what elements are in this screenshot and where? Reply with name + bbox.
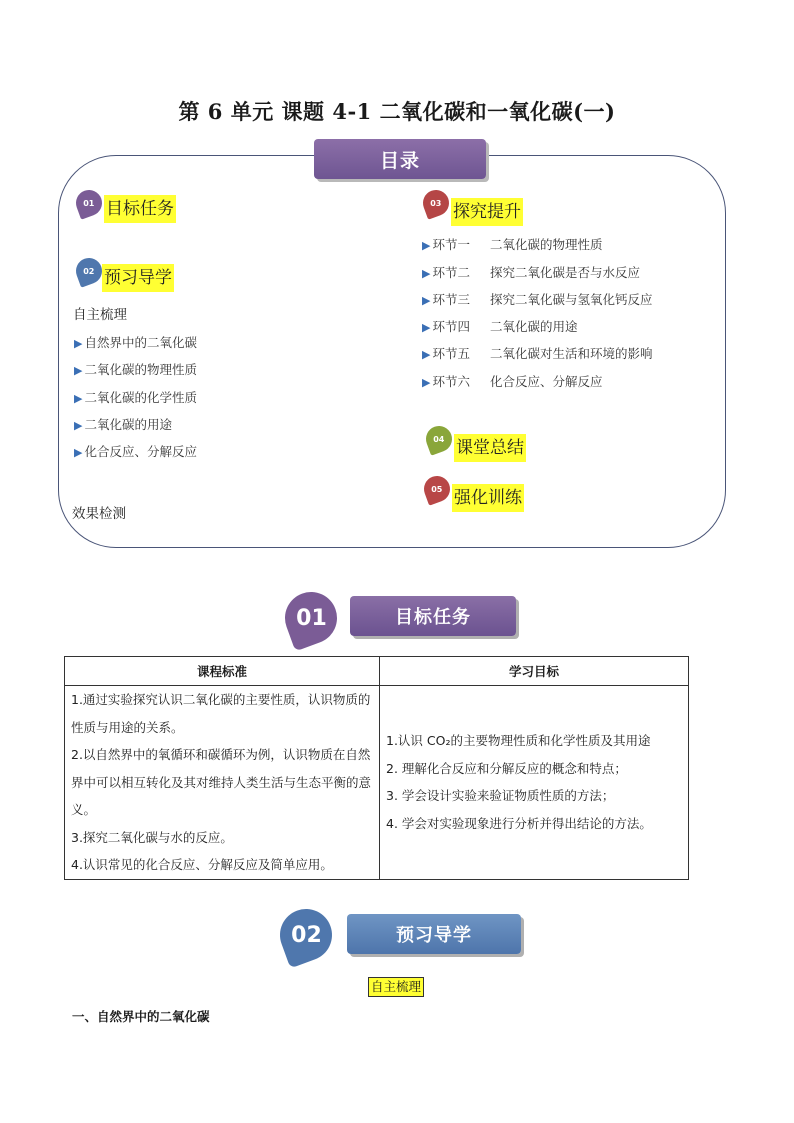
toc-explore-item[interactable]: ▶ 环节三 探究二氧化碳与氢氧化钙反应 (422, 292, 653, 307)
standard-item: 1.通过实验探究认识二氧化碳的主要性质，认识物质的性质与用途的关系。 (71, 692, 371, 735)
toc-link-target-tasks[interactable]: 目标任务 (104, 195, 176, 223)
triangle-right-icon: ▶ (422, 267, 431, 280)
goal-item: 1.认识 CO₂的主要物理性质和化学性质及其用途 (386, 733, 651, 749)
table-header-standards: 课程标准 (65, 657, 380, 686)
section-badge-05-icon: 05 (420, 472, 453, 505)
toc-preview-item[interactable]: ▶ 化合反应、分解反应 (74, 444, 197, 459)
triangle-right-icon: ▶ (74, 419, 83, 432)
section-badge-03-icon: 03 (419, 186, 452, 219)
standards-cell (65, 686, 380, 880)
goal-item: 4. 学会对实验现象进行分析并得出结论的方法。 (386, 815, 652, 831)
standard-item: 4.认识常见的化合反应、分解反应及简单应用。 (71, 857, 333, 872)
triangle-right-icon: ▶ (74, 392, 83, 405)
section-01-title: 目标任务 (350, 596, 516, 636)
toc-explore-item[interactable]: ▶ 环节六 化合反应、分解反应 (422, 374, 603, 389)
table-header-goals: 学习目标 (380, 657, 689, 686)
triangle-right-icon: ▶ (422, 321, 431, 334)
section-badge-02-icon: 02 (72, 254, 105, 287)
goal-item: 2. 理解化合反应和分解反应的概念和特点； (386, 760, 627, 776)
triangle-right-icon: ▶ (74, 337, 83, 350)
toc-link-summary[interactable]: 课堂总结 (454, 434, 526, 462)
standard-item: 2.以自然界中的氧循环和碳循环为例，认识物质在自然界中可以相互转化及其对维持人类生活与生态平衡的意义。 (71, 747, 372, 817)
sub-heading: 一、自然界中的二氧化碳 (72, 1009, 210, 1024)
toc-preview-item[interactable]: ▶ 二氧化碳的物理性质 (74, 362, 197, 377)
triangle-right-icon: ▶ (74, 364, 83, 377)
toc-link-preview[interactable]: 预习导学 (102, 264, 174, 292)
toc-link-training[interactable]: 强化训练 (452, 484, 524, 512)
triangle-right-icon: ▶ (422, 376, 431, 389)
section-badge-01-icon: 01 (72, 186, 105, 219)
page-title: 第 6 单元 课题 4-1 二氧化碳和一氧化碳(一) (178, 99, 616, 124)
toc-effect-check[interactable]: 效果检测 (72, 506, 126, 522)
toc-self-review[interactable]: 自主梳理 (73, 307, 127, 323)
triangle-right-icon: ▶ (422, 239, 431, 252)
section-02-title: 预习导学 (347, 914, 521, 954)
section-02-badge: 02 (265, 894, 347, 976)
toc-explore-item[interactable]: ▶ 环节四 二氧化碳的用途 (422, 319, 578, 334)
triangle-right-icon: ▶ (422, 294, 431, 307)
toc-link-explore[interactable]: 探究提升 (451, 198, 523, 226)
standard-item: 3.探究二氧化碳与水的反应。 (71, 829, 233, 845)
self-review-tag: 自主梳理 (368, 977, 424, 997)
goals-cell (380, 686, 689, 880)
goal-item: 3. 学会设计实验来验证物质性质的方法； (386, 788, 615, 804)
toc-preview-item[interactable]: ▶ 二氧化碳的化学性质 (74, 390, 197, 405)
section-badge-04-icon: 04 (422, 422, 455, 455)
toc-preview-item[interactable]: ▶ 自然界中的二氧化碳 (74, 335, 197, 350)
toc-explore-item[interactable]: ▶ 环节二 探究二氧化碳是否与水反应 (422, 265, 640, 280)
toc-explore-item[interactable]: ▶ 环节一 二氧化碳的物理性质 (422, 237, 603, 252)
toc-header: 目录 (314, 139, 486, 179)
toc-preview-item[interactable]: ▶ 二氧化碳的用途 (74, 417, 172, 432)
objectives-table (64, 656, 689, 880)
triangle-right-icon: ▶ (74, 446, 83, 459)
triangle-right-icon: ▶ (422, 348, 431, 361)
section-01-badge: 01 (270, 577, 352, 659)
toc-explore-item[interactable]: ▶ 环节五 二氧化碳对生活和环境的影响 (422, 346, 653, 361)
